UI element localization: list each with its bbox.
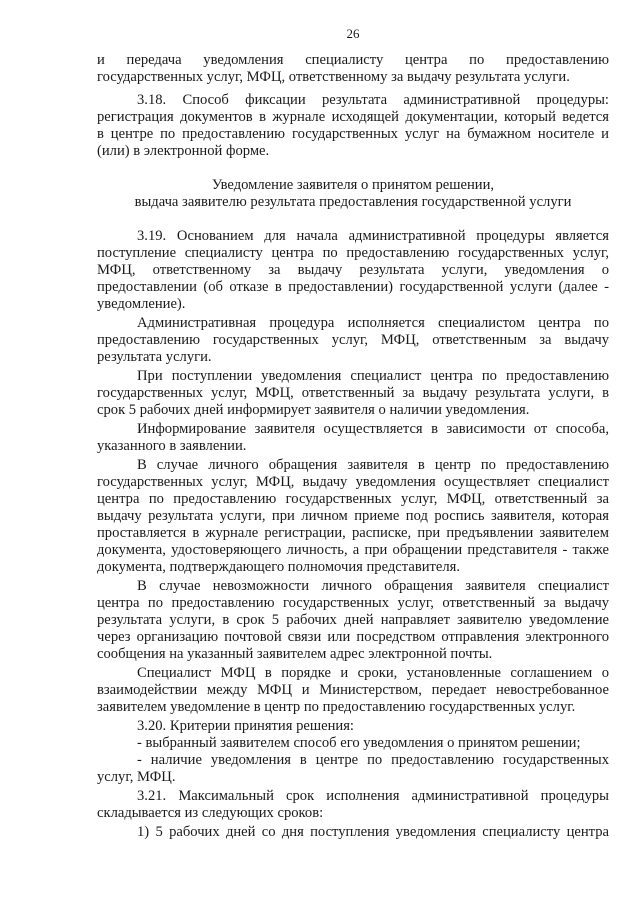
text-line: складывается из следующих сроков: (97, 805, 324, 821)
list-item: 1) 5 рабочих дней со дня поступления уведомления специалисту центра (137, 824, 609, 840)
text-line: В случае личного обращения заявителя в центр по предоставлению (137, 457, 609, 473)
text-line: проставляется в журнале регистрации, расписке, при предъявлении заявителем (97, 525, 609, 541)
text-line: в центре по предоставлению государственных услуг на бумажном носителе и (97, 126, 609, 142)
text-line: указанного в заявлении. (97, 438, 247, 454)
text-line: документа, подтверждающего полномочия представителя. (97, 559, 461, 575)
text-line: Специалист МФЦ в порядке и сроки, установленные соглашением о (137, 665, 609, 681)
page-number: 26 (346, 26, 360, 41)
text-line: центра по предоставлению государственных услуг, МФЦ, ответственный за (97, 491, 609, 507)
text-line: Административная процедура исполняется специалистом центра по (137, 315, 609, 331)
text-line: Информирование заявителя осуществляется в зависимости от способа, (137, 421, 609, 437)
text-line: МФЦ, ответственному за выдачу результата услуги, уведомления о (97, 262, 609, 278)
text-line: выдачу результата услуги, при личном приеме под роспись заявителя, которая (97, 508, 609, 524)
text-line: центра по предоставлению государственных услуг, ответственный за выдачу (97, 595, 609, 611)
text-line: При поступлении уведомления специалист центра по предоставлению (137, 368, 609, 384)
text-line: услуг, МФЦ. (97, 769, 176, 785)
text-line: через организацию почтовой связи или посредством отправления электронного (97, 629, 609, 645)
text-line: уведомление). (97, 296, 186, 312)
text-line: срок 5 рабочих дней информирует заявителя о наличии уведомления. (97, 402, 530, 418)
text-line: государственных услуг, МФЦ, ответственному за выдачу результата услуги. (97, 69, 570, 85)
text-line: заявителем уведомление в центр по предоставлению государственных услуг. (97, 699, 576, 715)
text-line: государственных услуг, МФЦ, выдачу уведомления осуществляет специалист (97, 474, 609, 490)
text-line: взаимодействии между МФЦ и Министерством, передает невостребованное (97, 682, 609, 698)
text-line: (или) в электронной форме. (97, 143, 270, 159)
text-line: 3.20. Критерии принятия решения: (137, 718, 354, 734)
text-line: документа, удостоверяющего личность, а при обращении представителя - также (97, 542, 609, 558)
text-line: 3.19. Основанием для начала административной процедуры является (137, 228, 609, 244)
text-line: регистрация документов в журнале исходящей документации, который ведется (97, 109, 609, 125)
text-line: и передача уведомления специалисту центра по предоставлению (97, 52, 609, 68)
text-line: результата услуги, в срок 5 рабочих дней направляет заявителю уведомление (97, 612, 609, 628)
list-item: - наличие уведомления в центре по предоставлению государственных (137, 752, 609, 768)
text-line: В случае невозможности личного обращения заявителя специалист (137, 578, 609, 594)
text-line: государственных услуг, МФЦ, ответственный за выдачу результата услуги, в (97, 385, 609, 401)
section-heading: Уведомление заявителя о принятом решении, (211, 177, 495, 193)
text-line: поступление специалисту центра по предоставлению государственных услуг, (97, 245, 609, 261)
text-line: сообщения на указанный заявителем адрес электронной почты. (97, 646, 493, 662)
text-line: предоставлении (об отказе в предоставлении) государственной услуги (далее - (97, 279, 609, 295)
text-line: результата услуги. (97, 349, 212, 365)
text-line: предоставлению государственных услуг, МФЦ, ответственным за выдачу (97, 332, 609, 348)
list-item: - выбранный заявителем способ его уведомления о принятом решении; (137, 735, 581, 751)
text-line: 3.18. Способ фиксации результата административной процедуры: (137, 92, 609, 108)
section-heading: выдача заявителю результата предоставления государственной услуги (134, 194, 572, 210)
text-line: 3.21. Максимальный срок исполнения административной процедуры (137, 788, 609, 804)
